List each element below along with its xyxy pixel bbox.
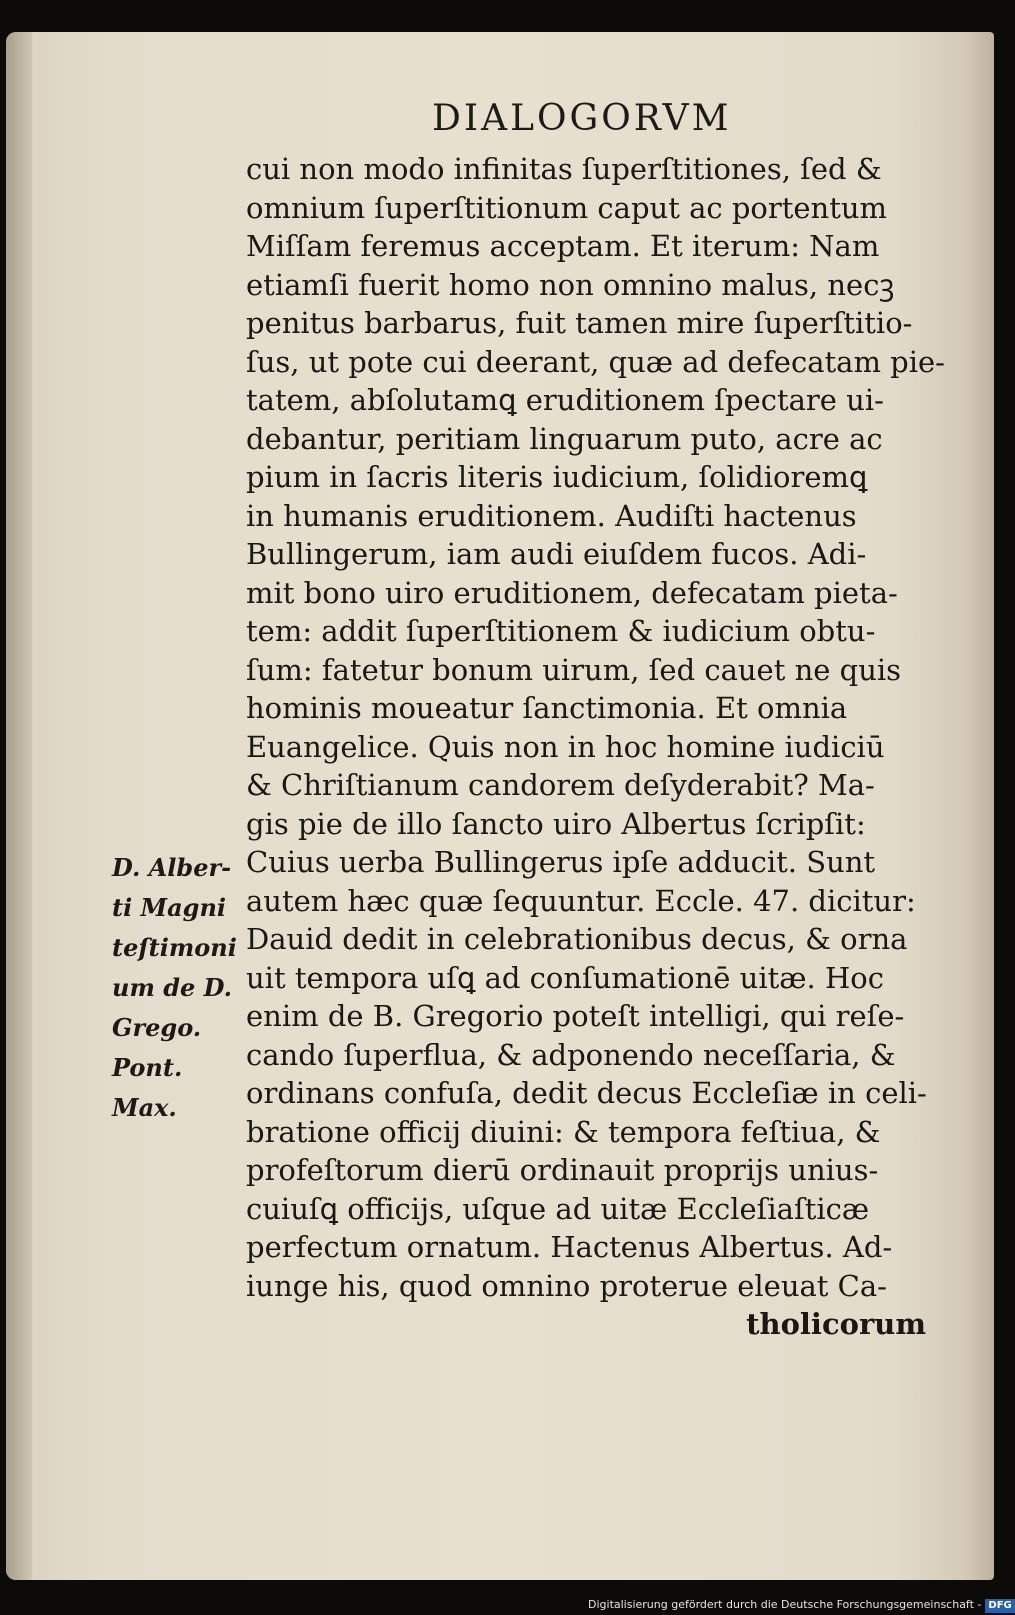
- text-line: cando ſuperflua, & adponendo neceſſaria, &: [246, 1037, 896, 1072]
- text-line: omnium ſuperſtitionum caput ac portentum: [246, 190, 888, 225]
- marginal-line: Max.: [112, 1093, 177, 1122]
- text-line: in humanis eruditionem. Audiſti hactenus: [246, 498, 857, 533]
- catchword: tholicorum: [746, 1307, 926, 1341]
- text-line: autem hæc quæ ſequuntur. Eccle. 47. dicitur:: [246, 883, 916, 918]
- text-line: enim de B. Gregorio poteſt intelligi, qui reſe-: [246, 999, 905, 1033]
- text-line: gis pie de illo ſancto uiro Albertus ſcripſit:: [246, 806, 866, 841]
- marginal-line: D. Alber-: [112, 853, 232, 882]
- dfg-logo: DFG: [985, 1599, 1014, 1613]
- marginal-line: um de D.: [112, 973, 232, 1002]
- body-text: [246, 150, 966, 1344]
- text-line: penitus barbarus, fuit tamen mire ſuperſtitio-: [246, 306, 913, 340]
- marginal-line: ti Magni: [112, 893, 227, 922]
- text-line: tem: addit ſuperſtitionem & iudicium obtu-: [246, 614, 876, 648]
- text-line: ſum: fatetur bonum uirum, ſed cauet ne quis: [246, 652, 902, 687]
- text-line: ſus, ut pote cui deerant, quæ ad defecatam pie-: [246, 344, 945, 379]
- text-line: tatem, abſolutamꝗ eruditionem ſpectare ui-: [246, 383, 884, 417]
- text-line: mit bono uiro eruditionem, defecatam pieta-: [246, 575, 898, 610]
- text-line: profeſtorum dierū ordinauit proprijs unius-: [246, 1153, 879, 1187]
- text-line: perfectum ornatum. Hactenus Albertus. Ad-: [246, 1230, 893, 1264]
- text-line: & Chriſtianum candorem deſyderabit? Ma-: [246, 768, 875, 802]
- text-line: Bullingerum, iam audi eiuſdem fucos. Adi-: [246, 537, 867, 571]
- text-line: etiamſi fuerit homo non omnino malus, necꝫ: [246, 267, 895, 302]
- text-line: Euangelice. Quis non in hoc homine iudiciū: [246, 729, 885, 764]
- text-line: debantur, peritiam linguarum puto, acre ac: [246, 421, 883, 456]
- credit-text: Digitalisierung gefördert durch die Deutsche Forschungsgemeinschaft -: [588, 1598, 982, 1611]
- marginal-note: [112, 848, 250, 1128]
- marginal-line: teſtimoni: [112, 933, 237, 962]
- text-line: Dauid dedit in celebrationibus decus, & orna: [246, 922, 908, 956]
- marginal-line: Pont.: [112, 1053, 183, 1082]
- text-line: Miſſam feremus acceptam. Et iterum: Nam: [246, 229, 880, 263]
- text-line: ordinans confuſa, dedit decus Eccleſiæ in celi-: [246, 1076, 927, 1110]
- marginal-line: Grego.: [112, 1013, 202, 1042]
- running-head: DIALOGORVM: [432, 98, 732, 139]
- text-line: pium in ſacris literis iudicium, ſolidioremꝗ: [246, 460, 868, 494]
- page-gutter-edge: [6, 32, 32, 1580]
- text-line: bratione officij diuini: & tempora feſtiua, &: [246, 1114, 881, 1149]
- text-line: iunge his, quod omnino proterue eleuat Ca-: [246, 1268, 887, 1303]
- text-line: hominis moueatur ſanctimonia. Et omnia: [246, 691, 848, 725]
- text-line: cui non modo infinitas ſuperſtitiones, ſed &: [246, 152, 882, 186]
- text-line: uit tempora uſꝗ ad conſumationē uitæ. Hoc: [246, 960, 884, 995]
- digitization-credit: [588, 1596, 1012, 1614]
- text-line: cuiuſꝗ officijs, uſque ad uitæ Eccleſiaſticæ: [246, 1191, 870, 1226]
- text-line: Cuius uerba Bullingerus ipſe adducit. Sunt: [246, 845, 876, 879]
